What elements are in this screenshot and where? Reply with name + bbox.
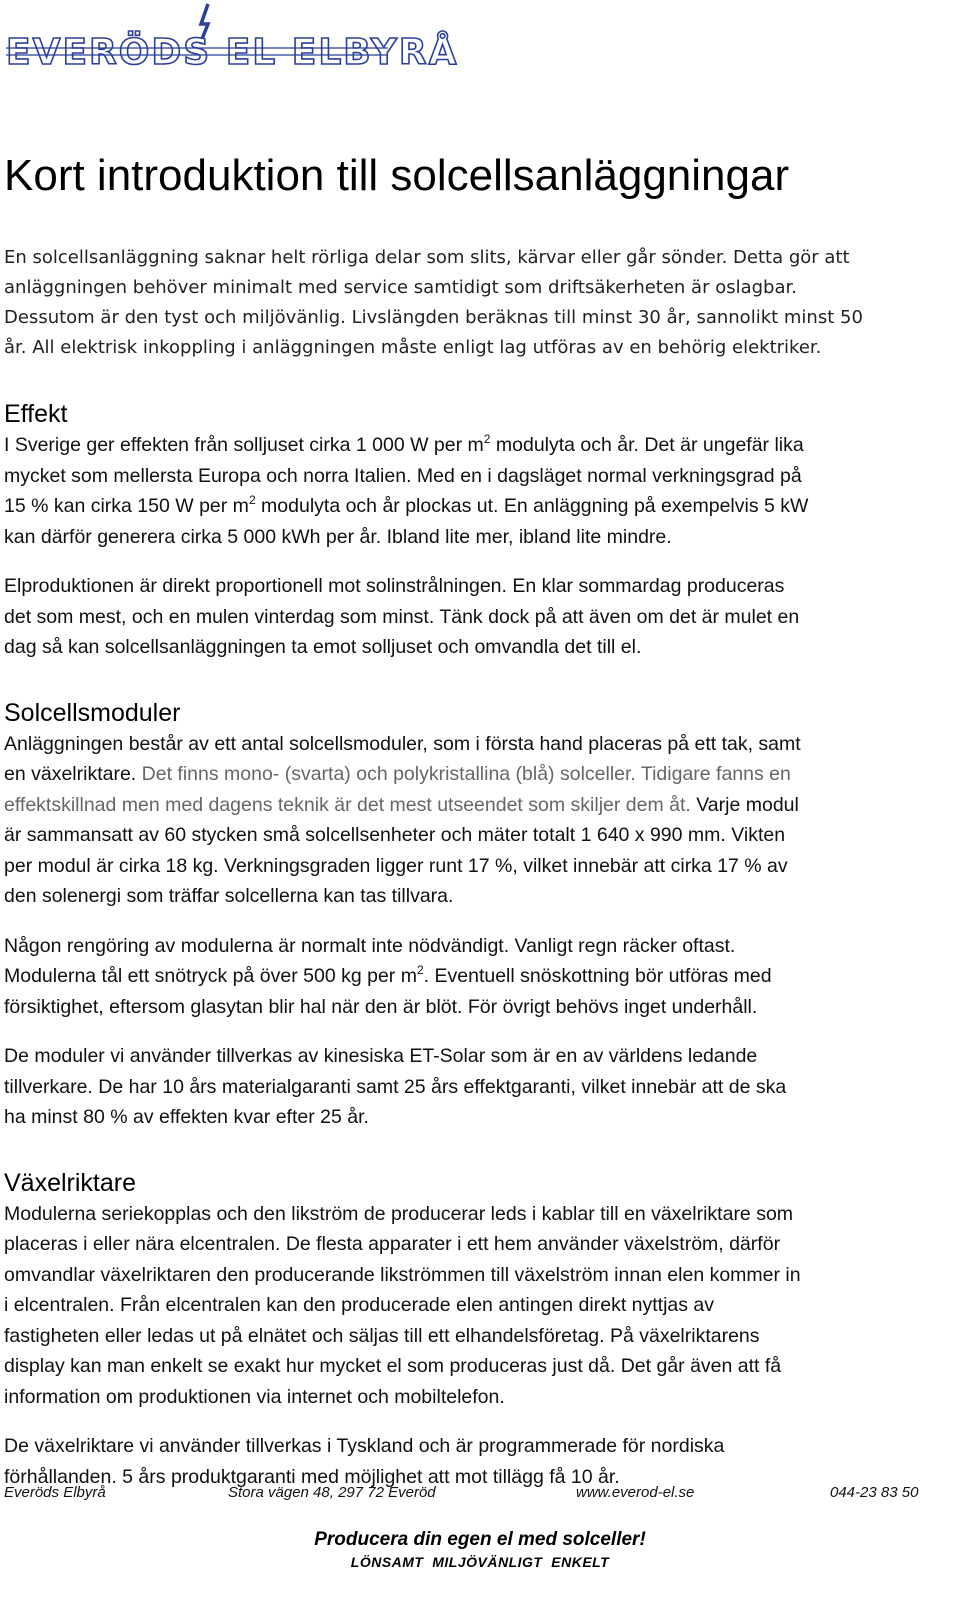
effekt-paragraph-1: I Sverige ger effekten från solljuset cirka 1 000 W per $m^2$ modulyta och år. Det är ungefär lika mycket som mellersta Europa och norra Italien. Med en i dagsläget normal verkningsgrad på 15 % kan cirka 150 W per $m^2$ modulyta och år plockas ut. En anläggning på exempelvis 5 kW kan därför generera cirka 5 000 kWh per år. Ibland lite mer, ibland lite mindre. — [4, 432, 809, 548]
page-title: Kort introduktion till solcellsanläggningar — [4, 151, 790, 200]
vaxelriktare-paragraph-2: De växelriktare vi använder tillverkas i Tyskland och är programmerade för nordiska förhållanden. 5 års produktgaranti med möjlighet att mot tillägg få 10 år. — [4, 1435, 725, 1488]
footer-tagline: LÖNSAMT MILJÖVÄNLIGT ENKELT — [350, 1554, 610, 1570]
vaxelriktare-paragraph-1: Modulerna seriekopplas och den likström de producerar leds i kablar till en växelriktare som placeras i eller nära elcentralen. De flesta apparater i ett hem använder växelström, därför omvandlar växelriktaren den producerande likströmmen till växelström innan elen kommer in i elcentralen. Från elcentralen kan den producerade elen antingen direkt nyttjas av fastigheten eller ledas ut på elnätet och säljas till ett elhandelsföretag. På växelriktarens display kan man enkelt se exakt hur mycket el som produceras just då. Det går även att få information om produktionen via internet och mobiltelefon. — [4, 1202, 801, 1408]
intro-paragraph: En solcellsanläggning saknar helt rörliga delar som slits, kärvar eller går sönder. Detta gör att anläggningen behöver minimalt med service samtidigt som driftsäkerheten är oslagbar. Dessutom är den tyst och miljövänlig. Livslängden beräknas till minst 30 år, sannolikt minst 50 år. All elektrisk inkoppling i anläggningen måste enligt lag utföras av en behörig elektriker. — [4, 247, 863, 358]
section-heading-solcellsmoduler: Solcellsmoduler — [4, 698, 181, 727]
svg-text:EVERÖDS EL ELBYRÅ: EVERÖDS EL ELBYRÅ — [6, 32, 459, 73]
main-content — [4, 398, 954, 1511]
section-heading-vaxelriktare: Växelriktare — [4, 1168, 136, 1197]
moduler-paragraph-1: Anläggningen består av ett antal solcellsmoduler, som i första hand placeras på ett tak, samt en växelriktare. Det finns mono- (svarta) och polykristallina (blå) solceller. Tidigare fanns en effektskillnad men med dagens teknik är det mest utseendet som skiljer dem åt. Varje modul är sammansatt av 60 stycken små solcellsenheter och mäter totalt 1 640 x 990 mm. Vikten per modul är cirka 18 kg. Verkningsgraden ligger runt 17 %, vilket innebär att cirka 17 % av den solenergi som träffar solcellerna kan tas tillvara. — [4, 732, 801, 907]
company-logo — [2, 0, 459, 73]
effekt-paragraph-2: Elproduktionen är direkt proportionell mot solinstrålningen. En klar sommardag produceras det som mest, och en mulen vinterdag som minst. Tänk dock på att även om det är mulet en dag så kan solcellsanläggningen ta emot solljuset och omvandla det till el. — [4, 575, 800, 658]
footer-website[interactable]: www.everod-el.se — [576, 1484, 695, 1501]
moduler-paragraph-3: De moduler vi använder tillverkas av kinesiska ET-Solar som är en av världens ledande tillverkare. De har 10 års materialgaranti samt 25 års effektgaranti, vilket innebär att de ska ha minst 80 % av effekten kvar efter 25 år. — [4, 1045, 787, 1128]
section-heading-effekt: Effekt — [4, 400, 68, 428]
moduler-paragraph-2: Någon rengöring av modulerna är normalt inte nödvändigt. Vanligt regn räcker oftast. Modulerna tål ett snötryck på över 500 kg per $m^2$. Eventuell snöskottning bör utföras med försiktighet, eftersom glasytan blir hal när den är blöt. För övrigt behövs inget underhåll. — [4, 934, 772, 1018]
footer-address: Stora vägen 48, 297 72 Everöd — [228, 1484, 436, 1501]
footer-phone: 044-23 83 50 — [830, 1484, 919, 1501]
footer-contact — [4, 1484, 954, 1506]
footer-company: Everöds Elbyrå — [4, 1484, 106, 1501]
footer-slogan: Producera din egen el med solceller! — [314, 1529, 646, 1550]
